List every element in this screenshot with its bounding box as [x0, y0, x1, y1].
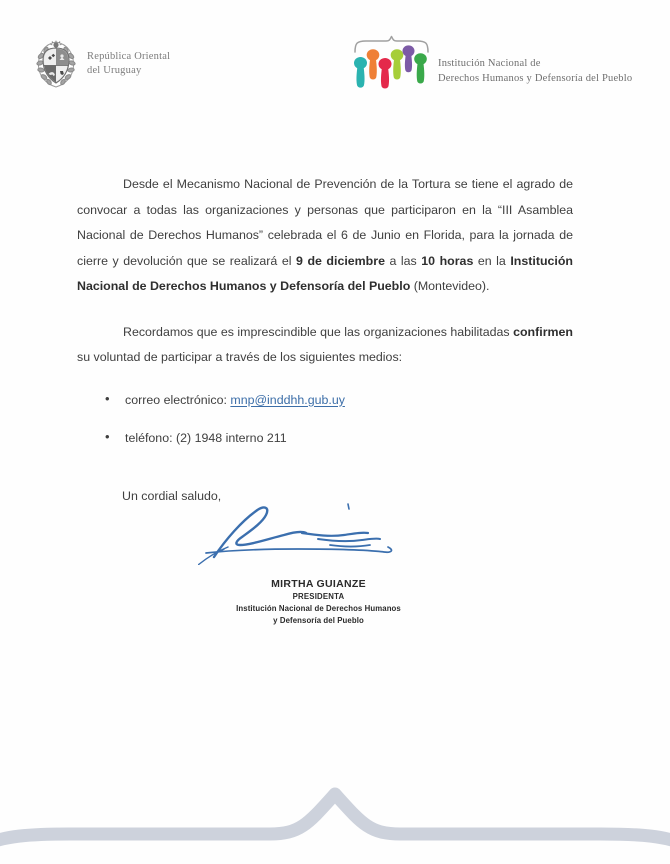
- uruguay-emblem-line1: República Oriental: [87, 51, 171, 62]
- email-link[interactable]: mnp@inddhh.gub.uy: [230, 392, 345, 407]
- uruguay-emblem-block: [34, 38, 170, 90]
- contact-phone-label: teléfono: (2) 1948 interno 211: [125, 430, 287, 445]
- handwritten-signature-icon: [198, 495, 414, 565]
- signer-name: MIRTHA GUIANZE: [271, 578, 366, 590]
- signer-org-line1: Institución Nacional de Derechos Humanos: [236, 604, 401, 613]
- para1-bold-fecha: 9 de diciembre: [296, 253, 385, 268]
- list-item: [77, 391, 573, 409]
- para1-seg2: a las: [384, 253, 422, 268]
- para2-seg2: su voluntad de participar a través de los siguientes medios:: [77, 350, 403, 364]
- signer-org-line2: y Defensoría del Pueblo: [273, 615, 364, 625]
- contact-email-label: correo electrónico:: [125, 392, 231, 407]
- para1-seg4: (Montevideo).: [410, 279, 490, 293]
- signature-block: [176, 578, 461, 626]
- para2-bold-confirmen: confirmen: [513, 324, 573, 339]
- inddhh-arc-watermark-icon: [0, 778, 670, 864]
- closing-salutation: Un cordial saludo,: [122, 489, 222, 503]
- paragraph-convocatoria: [77, 172, 573, 300]
- list-item: [77, 429, 573, 447]
- para1-bold-institucion: Institución Nacional de Derechos Humanos y Defensoría del Pueblo: [77, 253, 573, 293]
- paragraph-recordatorio: [77, 320, 573, 371]
- uruguay-coat-of-arms-icon: [34, 38, 78, 90]
- para2-seg1: Recordamos que es imprescindible que las organizaciones habilitadas: [123, 324, 514, 339]
- document-header: [0, 0, 670, 120]
- inddhh-logo-block: [352, 30, 632, 92]
- uruguay-emblem-line2: del Uruguay: [87, 65, 142, 76]
- para1-bold-hora: 10 horas: [421, 253, 474, 268]
- inddhh-logo-line2: Derechos Humanos y Defensoría del Pueblo: [438, 72, 633, 84]
- signer-role: PRESIDENTA: [292, 592, 345, 601]
- contact-methods-list: [77, 391, 573, 447]
- inddhh-logo-text: [438, 57, 632, 86]
- inddhh-people-logo-icon: [352, 30, 430, 92]
- para1-seg1: Desde el Mecanismo Nacional de Prevención de la Tortura se tiene el agrado de convocar a todas las organizaciones y personas que participaron en la “III Asamblea Nacional de Derechos Humanos” celebrada el 6 de Junio en Florida, para la jornada de cierre y devolución que se realizará el: [77, 177, 573, 268]
- uruguay-emblem-text: [87, 50, 170, 78]
- para1-seg3: en la: [473, 253, 511, 268]
- letter-body: [77, 172, 573, 467]
- inddhh-logo-line1: Institución Nacional de: [438, 58, 541, 69]
